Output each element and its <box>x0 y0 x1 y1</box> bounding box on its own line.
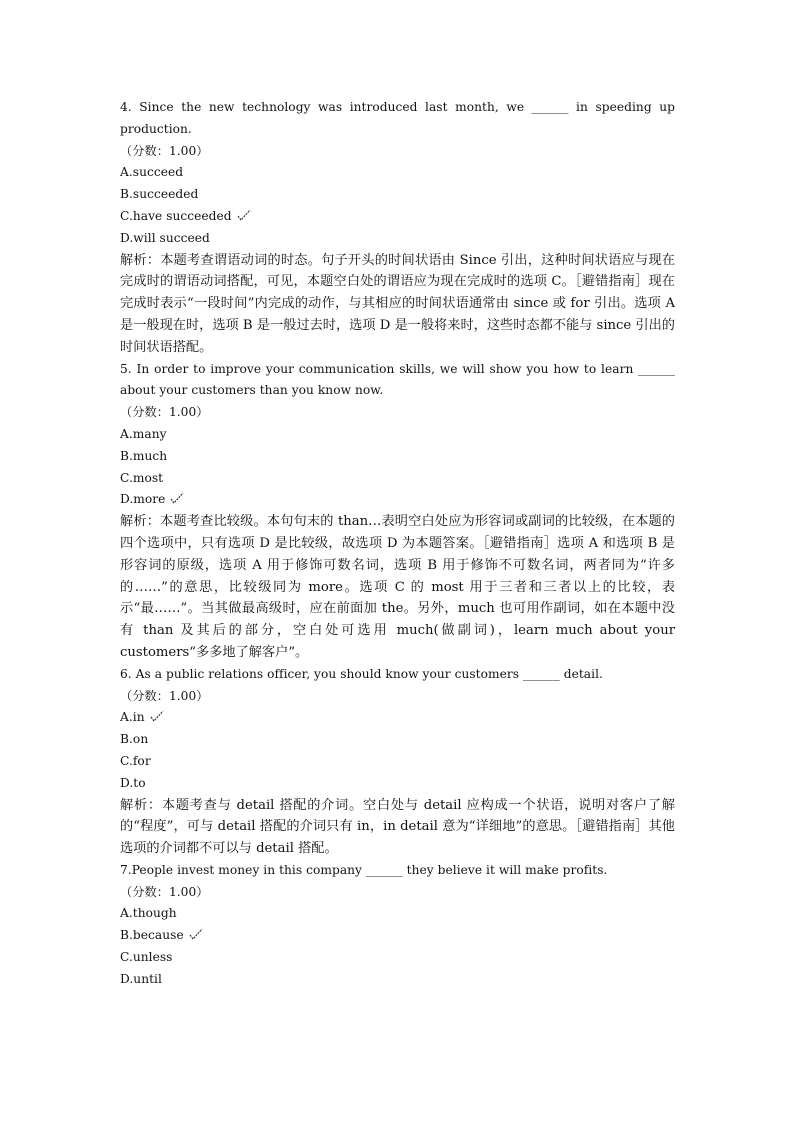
question-list <box>120 97 675 991</box>
option-label: A.in <box>120 710 145 725</box>
question-score: （分数：1.00） <box>120 688 209 703</box>
option-a <box>120 162 675 184</box>
answer-analysis: 解析：本题考查比较级。本句句末的 than…表明空白处应为形容词或副词的比较级，在本题的四个选项中，只有选项 D 是比较级，故选项 D 为本题答案。［避错指南］选项 A 和选项 B 是形容词的原级，选项 A 用于修饰可数名词，选项 B 用于修饰不可数名词，两者同为“许多的……”的意思，比较级同为 more。选项 C 的 most 用于三者和三者以上的比较，表示“最……”。当其做最高级时，应在前面加 the。另外，much 也可用作副词，如在本题中没有 than 及其后的部分，空白处可选用 much(做副词)，learn much about your customers“多多地了解客户”。 <box>120 514 675 660</box>
option-label: C.most <box>120 470 164 485</box>
option-label: D.until <box>120 971 162 986</box>
option-label: A.many <box>120 426 167 441</box>
question-stem: 4. Since the new technology was introduced last month, we ______ in speeding up production. <box>120 100 675 136</box>
option-label: B.much <box>120 448 168 463</box>
checkmark-icon <box>170 492 184 504</box>
option-c <box>120 947 675 969</box>
option-d <box>120 969 675 991</box>
option-d <box>120 489 675 511</box>
option-b <box>120 446 675 468</box>
option-b <box>120 729 675 751</box>
option-b <box>120 925 675 947</box>
option-a <box>120 424 675 446</box>
option-label: B.on <box>120 732 149 747</box>
answer-analysis: 解析：本题考查谓语动词的时态。句子开头的时间状语由 Since 引出，这种时间状语应与现在完成时的谓语动词搭配，可见，本题空白处的谓语应为现在完成时的选项 C。［避错指南］现在完成时表示“一段时间”内完成的动作，与其相应的时间状语通常由 since 或 for 引出。选项 A 是一般现在时，选项 B 是一般过去时，选项 D 是一般将来时，这些时态都不能与 since 引出的时间状语搭配。 <box>120 252 675 355</box>
option-label: C.have succeeded <box>120 208 232 223</box>
question-stem: 5. In order to improve your communication skills, we will show you how to learn ______ about your customers than you know now. <box>120 361 675 398</box>
option-label: C.unless <box>120 950 173 965</box>
option-label: D.will succeed <box>120 230 210 245</box>
option-a <box>120 707 675 729</box>
checkmark-icon <box>189 928 203 940</box>
question-6 <box>120 664 675 860</box>
answer-analysis: 解析：本题考查与 detail 搭配的介词。空白处与 detail 应构成一个状语，说明对客户了解的“程度”，可与 detail 搭配的介词只有 in，in detail 意为“详细地”的意思。［避错指南］其他选项的介词都不可以与 detail 搭配。 <box>120 797 675 857</box>
question-stem: 6. As a public relations officer, you should know your customers ______ detail. <box>120 666 603 681</box>
checkmark-icon <box>150 710 164 722</box>
option-a <box>120 903 675 925</box>
option-label: B.succeeded <box>120 187 199 202</box>
checkmark-icon <box>237 209 251 221</box>
option-label: A.though <box>120 906 177 921</box>
question-7 <box>120 860 675 991</box>
question-score: （分数：1.00） <box>120 405 209 420</box>
option-label: D.to <box>120 775 146 790</box>
option-c <box>120 468 675 490</box>
question-score: （分数：1.00） <box>120 143 209 158</box>
option-c <box>120 751 675 773</box>
option-label: C.for <box>120 753 151 768</box>
option-label: B.because <box>120 928 184 943</box>
option-d <box>120 228 675 250</box>
option-b <box>120 184 675 206</box>
question-stem: 7.People invest money in this company ______ they believe it will make profits. <box>120 862 608 877</box>
question-4 <box>120 97 675 359</box>
option-label: D.more <box>120 492 166 507</box>
question-score: （分数：1.00） <box>120 884 209 899</box>
question-5 <box>120 359 675 664</box>
option-d <box>120 773 675 795</box>
option-c <box>120 206 675 228</box>
option-label: A.succeed <box>120 165 184 180</box>
